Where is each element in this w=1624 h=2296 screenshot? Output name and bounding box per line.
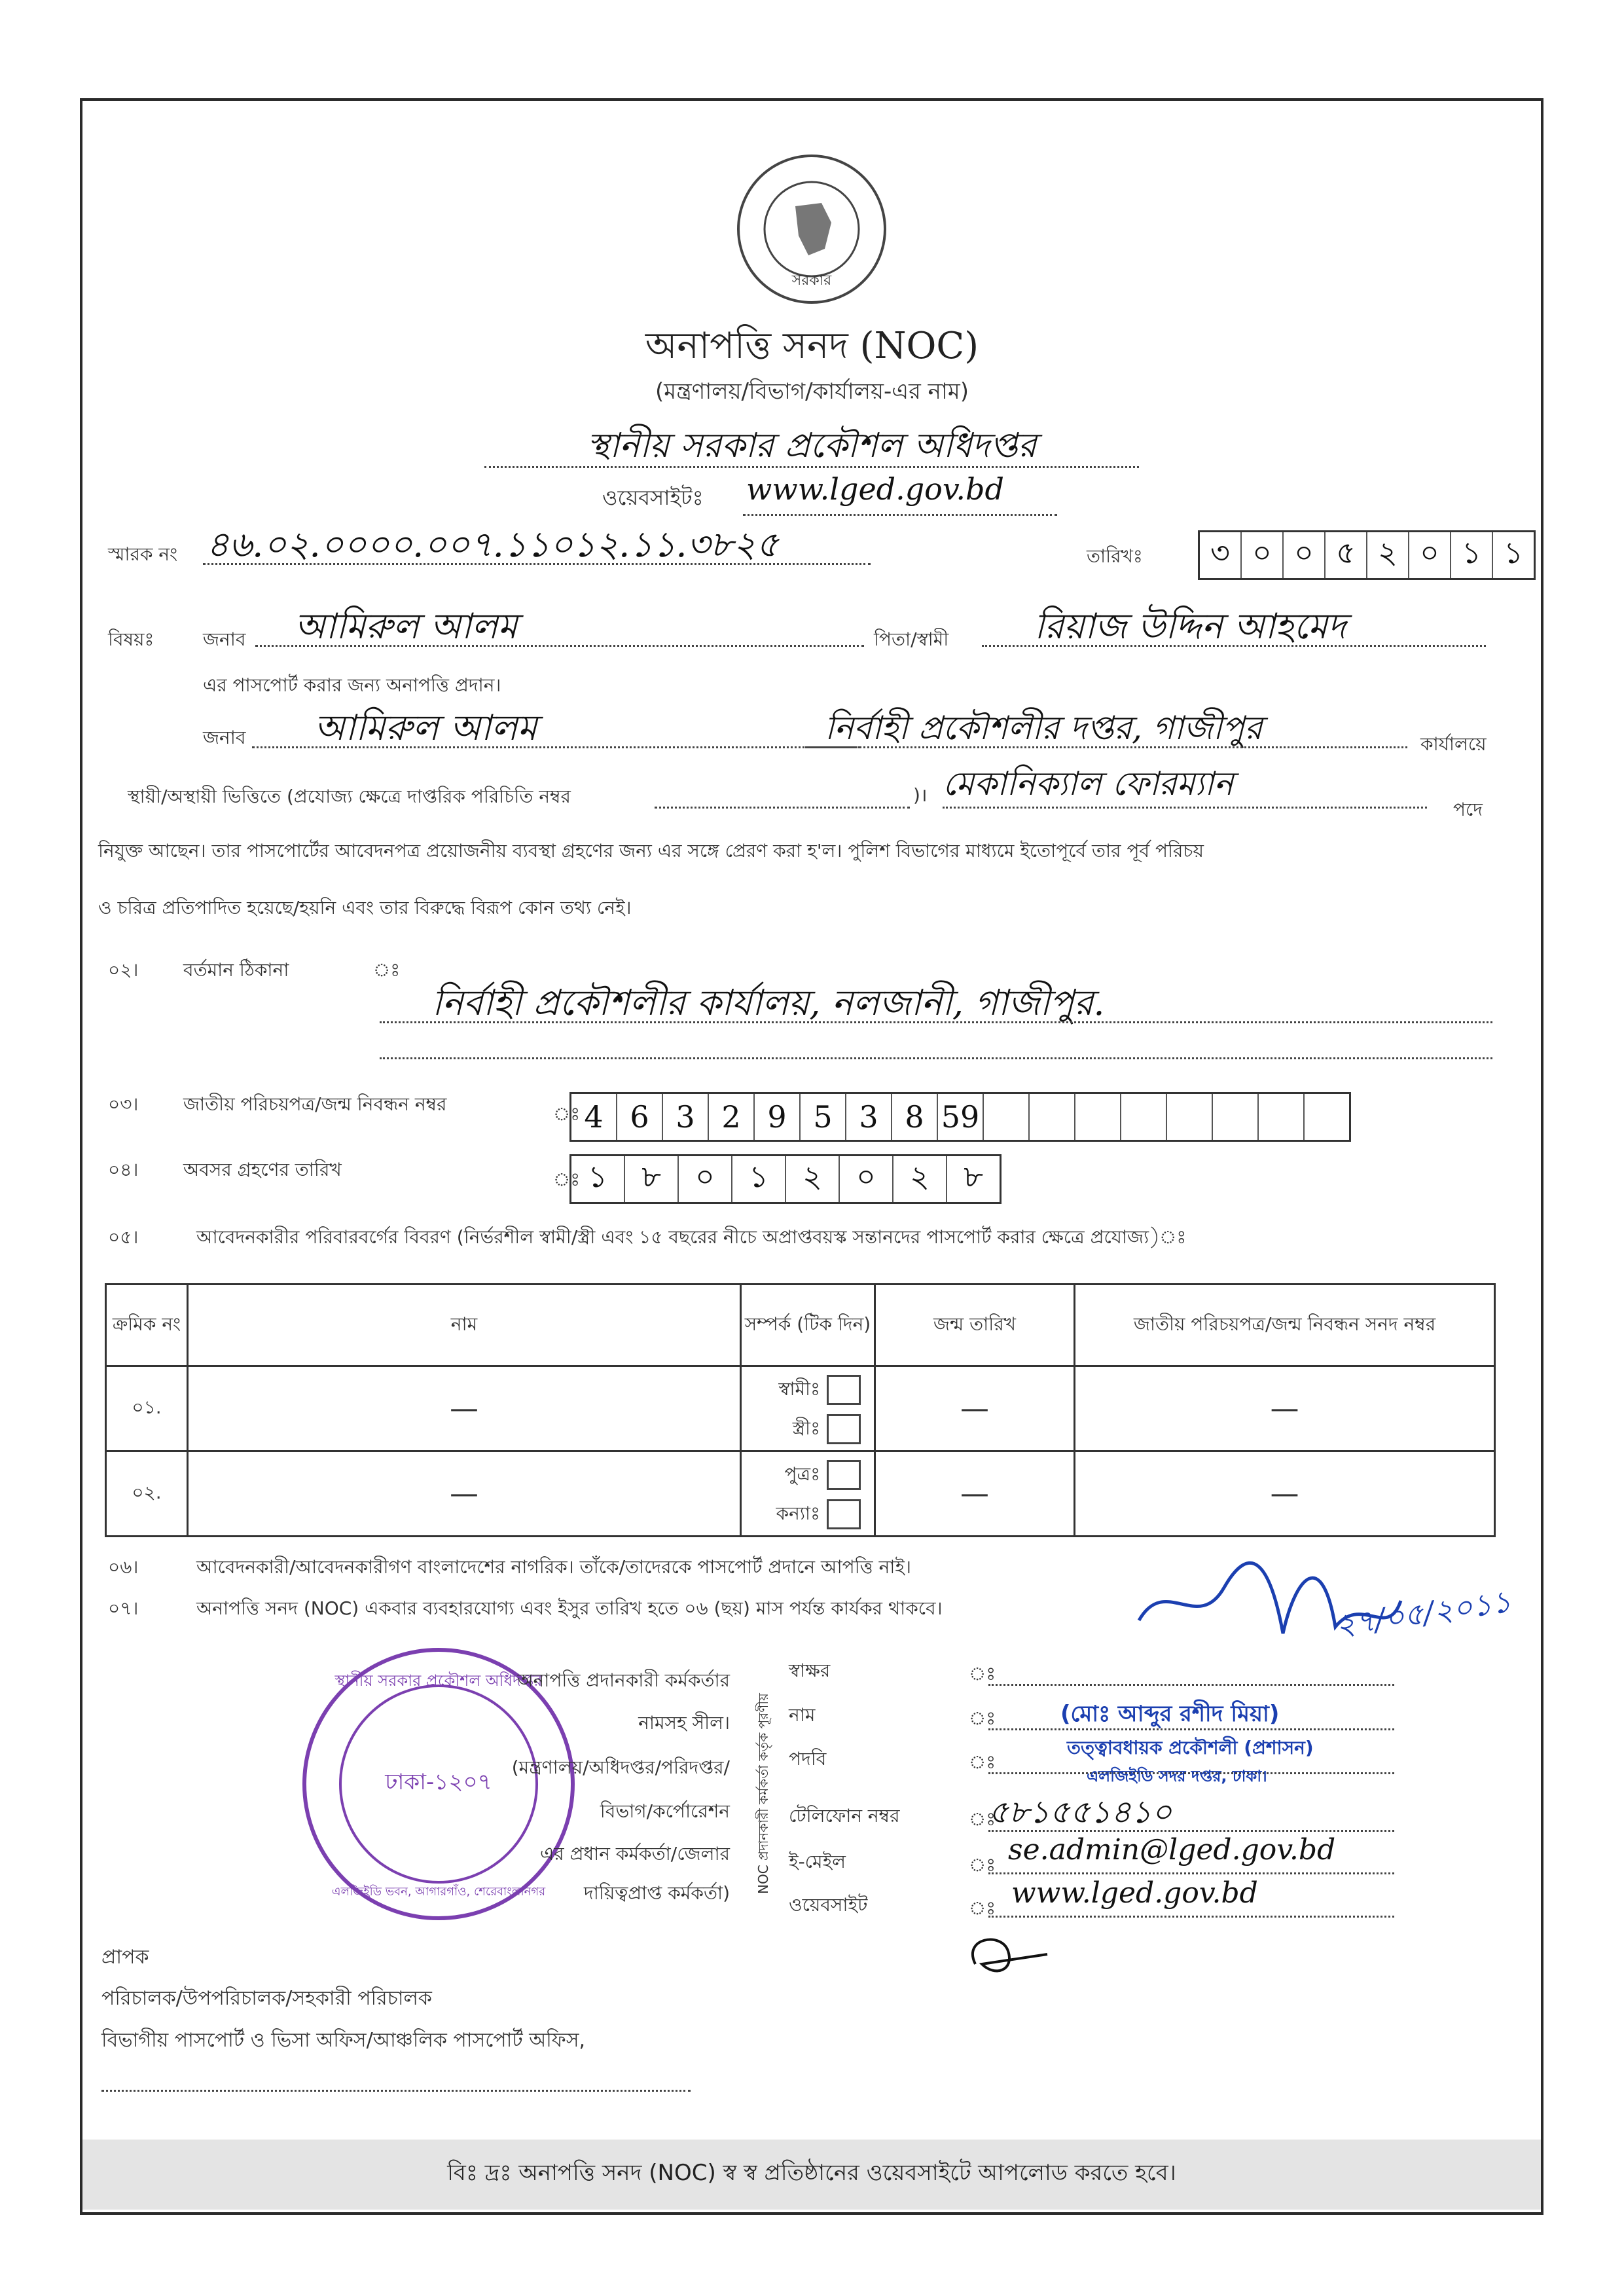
digit-box: 9: [755, 1094, 801, 1140]
officer-phone: ৫৮১৫৫১৪১০: [988, 1794, 1172, 1831]
family-table: [105, 1283, 1496, 1537]
body-paragraph-2: ও চরিত্র প্রতিপাদিত হয়েছে/হয়নি এবং তার বিরুদ্ধে বিরূপ কোন তথ্য নেই।: [98, 897, 632, 919]
recipient-label: প্রাপক: [101, 1946, 149, 1969]
digit-box: [1259, 1094, 1305, 1140]
digit-box: ৮: [625, 1156, 679, 1202]
subject-line2: এর পাসপোর্ট করার জন্য অনাপত্তি প্রদান।: [203, 674, 501, 696]
date-boxes: [1198, 530, 1536, 580]
website-value: www.lged.gov.bd: [746, 471, 1004, 507]
item-07-text: অনাপত্তি সনদ (NOC) একবার ব্যবহারযোগ্য এবং ইসুর তারিখ হতে ০৬ (ছয়) মাস পর্যন্ত কার্যকর থাকবে।: [196, 1597, 943, 1619]
item-05-number: ০৫।: [108, 1226, 139, 1248]
field-label-website: ওয়েবসাইট: [789, 1894, 868, 1916]
checkbox-wife[interactable]: [827, 1414, 861, 1444]
digit-box: ৩: [1200, 532, 1242, 578]
field-label-name: নাম: [789, 1704, 816, 1726]
digit-box: ২: [786, 1156, 840, 1202]
digit-box: 8: [892, 1094, 938, 1140]
website-label: ওয়েবসাইটঃ: [602, 485, 704, 510]
digit-box: [1075, 1094, 1121, 1140]
issuer-line: এর প্রধান কর্মকর্তা/জেলার: [539, 1843, 730, 1865]
item-04-label: অবসর গ্রহণের তারিখ: [183, 1159, 342, 1180]
digit-box: ৫: [1326, 532, 1367, 578]
body-paragraph-1: নিযুক্ত আছেন। তার পাসপোর্টের আবেদনপত্র প্রয়োজনীয় ব্যবস্থা গ্রহণের জন্য এর সঙ্গে প্রেরণ করা হ'ল। পুলিশ বিভাগের মাধ্যমে ইতোপূর্বে তার পূর্ব পরিচয়: [98, 840, 1204, 862]
digit-box: 5: [801, 1094, 846, 1140]
field-label-phone: টেলিফোন নম্বর: [789, 1805, 900, 1827]
table-header: সম্পর্ক (টিক দিন): [741, 1285, 875, 1366]
subject-label: বিষয়ঃ: [108, 629, 154, 650]
father-name: রিয়াজ উদ্দিন আহমেদ: [1034, 606, 1346, 647]
item-03-label: জাতীয় পরিচয়পত্র/জন্ম নিবন্ধন নম্বর: [183, 1093, 447, 1115]
digit-box: [1121, 1094, 1167, 1140]
table-row: ০১. — স্বামীঃ স্ত্রীঃ — —: [106, 1366, 1495, 1451]
digit-box: ২: [1367, 532, 1409, 578]
digit-box: ০: [1242, 532, 1284, 578]
office-name: স্থানীয় সরকার প্রকৌশল অধিদপ্তর: [586, 426, 1037, 465]
body-mr-label: জনাব: [203, 727, 246, 748]
retirement-date-boxes: [569, 1154, 1001, 1204]
digit-box: ১: [1504, 535, 1523, 570]
digit-box: 59: [938, 1094, 984, 1140]
table-row: ০২. — পুত্রঃ কন্যাঃ — —: [106, 1451, 1495, 1537]
checkbox-son[interactable]: [827, 1460, 861, 1490]
digit-box: [1213, 1094, 1259, 1140]
field-label-signature: স্বাক্ষর: [789, 1660, 831, 1681]
issuer-line: (মন্ত্রণালয়/অধিদপ্তর/পরিদপ্তর/: [511, 1757, 730, 1778]
date-label: তারিখঃ: [1087, 545, 1143, 567]
officer-designation: তত্ত্বাবধায়ক প্রকৌশলী (প্রশাসন): [1067, 1737, 1314, 1758]
checkbox-daughter[interactable]: [827, 1499, 861, 1529]
memo-label: স্মারক নং: [108, 543, 178, 565]
officer-email: se.admin@lged.gov.bd: [1008, 1833, 1336, 1867]
signature-date: ২৭/০৫/২০১১: [1333, 1583, 1513, 1643]
officer-office: এলজিইডি সদর দপ্তর, ঢাকা।: [1087, 1767, 1267, 1785]
item-02-number: ০২।: [108, 959, 139, 981]
item-06-number: ০৬।: [108, 1556, 139, 1578]
present-address: নির্বাহী প্রকৌশলীর কার্যালয়, নলজানী, গাজীপুর.: [432, 982, 1105, 1023]
item-07-number: ০৭।: [108, 1597, 139, 1619]
applicant-name: আমিরুল আলম: [295, 606, 518, 647]
body-office: নির্বাহী প্রকৌশলীর দপ্তর, গাজীপুর: [825, 709, 1263, 747]
memo-number: ৪৬.০২.০০০০.০০৭.১১০১২.১১.৩৮২৫: [206, 524, 779, 565]
stamp-center-text: ঢাকা-১২০৭: [385, 1769, 492, 1795]
digit-box: ২: [893, 1156, 947, 1202]
government-seal-icon: [733, 151, 890, 308]
stamp-bottom-text: এলজিইডি ভবন, আগারগাঁও, শেরেবাংলানগর: [331, 1885, 546, 1899]
digit-box: ০: [840, 1156, 893, 1202]
page-title: অনাপত্তি সনদ (NOC): [645, 325, 979, 367]
digit-box: ৮: [964, 1159, 983, 1194]
initials-icon: [956, 1925, 1060, 1984]
digit-box: 6: [617, 1094, 663, 1140]
stamp-top-text: স্থানীয় সরকার প্রকৌশল অধিদপ্তর: [334, 1671, 543, 1690]
field-label-email: ই-মেইল: [789, 1851, 846, 1872]
issuer-line: দায়িত্বপ্রাপ্ত কর্মকর্তা): [584, 1882, 730, 1904]
father-label: পিতা/স্বামী: [874, 629, 949, 650]
seal-bottom-text: সরকার: [791, 272, 832, 289]
issuer-line: নামসহ সীল।: [638, 1712, 730, 1734]
digit-box: 2: [709, 1094, 755, 1140]
subject-mr-label: জনাব: [203, 629, 246, 650]
digit-box: [984, 1094, 1030, 1140]
digit-box: ১: [1451, 532, 1493, 578]
designation: মেকানিক্যাল ফোরম্যান: [943, 765, 1234, 803]
field-label-designation: পদবি: [789, 1748, 827, 1770]
issuer-line: অনাপত্তি প্রদানকারী কর্মকর্তার: [517, 1669, 730, 1691]
digit-box: 4: [571, 1094, 617, 1140]
body-name: আমিরুল আলম: [314, 707, 537, 748]
digit-box: [1167, 1094, 1213, 1140]
digit-box: ১: [732, 1156, 786, 1202]
recipient-line-1: পরিচালক/উপপরিচালক/সহকারী পরিচালক: [101, 1987, 432, 2010]
item-03-number: ০৩।: [108, 1093, 139, 1115]
digit-box: 3: [846, 1094, 892, 1140]
table-header: জাতীয় পরিচয়পত্র/জন্ম নিবন্ধন সনদ নম্বর: [1075, 1285, 1495, 1366]
digit-box: 3: [663, 1094, 709, 1140]
status-text: স্থায়ী/অস্থায়ী ভিত্তিতে (প্রযোজ্য ক্ষেত্রে দাপ্তরিক পরিচিতি নম্বর: [128, 786, 571, 807]
checkbox-husband[interactable]: [827, 1375, 861, 1405]
recipient-line-2: বিভাগীয় পাসপোর্ট ও ভিসা অফিস/আঞ্চলিক পাসপোর্ট অফিস,: [101, 2029, 586, 2052]
digit-box: ০: [1409, 532, 1451, 578]
table-header: নাম: [188, 1285, 741, 1366]
table-header: ক্রমিক নং: [106, 1285, 188, 1366]
item-04-number: ০৪।: [108, 1159, 139, 1180]
footer-note: বিঃ দ্রঃ অনাপত্তি সনদ (NOC) স্ব স্ব প্রতিষ্ঠানের ওয়েবসাইটে আপলোড করতে হবে।: [82, 2140, 1541, 2210]
nid-boxes: [569, 1092, 1351, 1142]
item-05-label: আবেদনকারীর পরিবারবর্গের বিবরণ (নির্ভরশীল স্বামী/স্ত্রী এবং ১৫ বছরের নীচে অপ্রাপ্তবয়স্ক সন্তানদের পাসপোর্ট করার ক্ষেত্রে প্রযোজ্য)ঃ: [196, 1226, 1187, 1248]
digit-box: [1305, 1094, 1349, 1140]
digit-box: ০: [679, 1156, 732, 1202]
officer-website: www.lged.gov.bd: [1011, 1876, 1258, 1910]
officer-name: (মোঃ আব্দুর রশীদ মিয়া): [1060, 1701, 1280, 1727]
issuer-line: বিভাগ/কর্পোরেশন: [600, 1800, 730, 1822]
item-06-text: আবেদনকারী/আবেদনকারীগণ বাংলাদেশের নাগরিক। তাঁকে/তাদেরকে পাসপোর্ট প্রদানে আপত্তি নাই।: [196, 1556, 912, 1578]
office-suffix: কার্যালয়ে: [1420, 733, 1487, 755]
table-header: জন্ম তারিখ: [875, 1285, 1075, 1366]
digit-box: [1030, 1094, 1075, 1140]
designation-suffix: পদে: [1453, 799, 1483, 820]
page-subtitle: (মন্ত্রণালয়/বিভাগ/কার্যালয়-এর নাম): [655, 378, 969, 405]
digit-box: ১: [571, 1156, 625, 1202]
digit-box: ০: [1284, 532, 1326, 578]
item-02-label: বর্তমান ঠিকানা: [183, 959, 289, 981]
vertical-note: NOC প্রদানকারী কর্মকর্তা কর্তৃক পূরণীয়: [755, 1693, 771, 1895]
